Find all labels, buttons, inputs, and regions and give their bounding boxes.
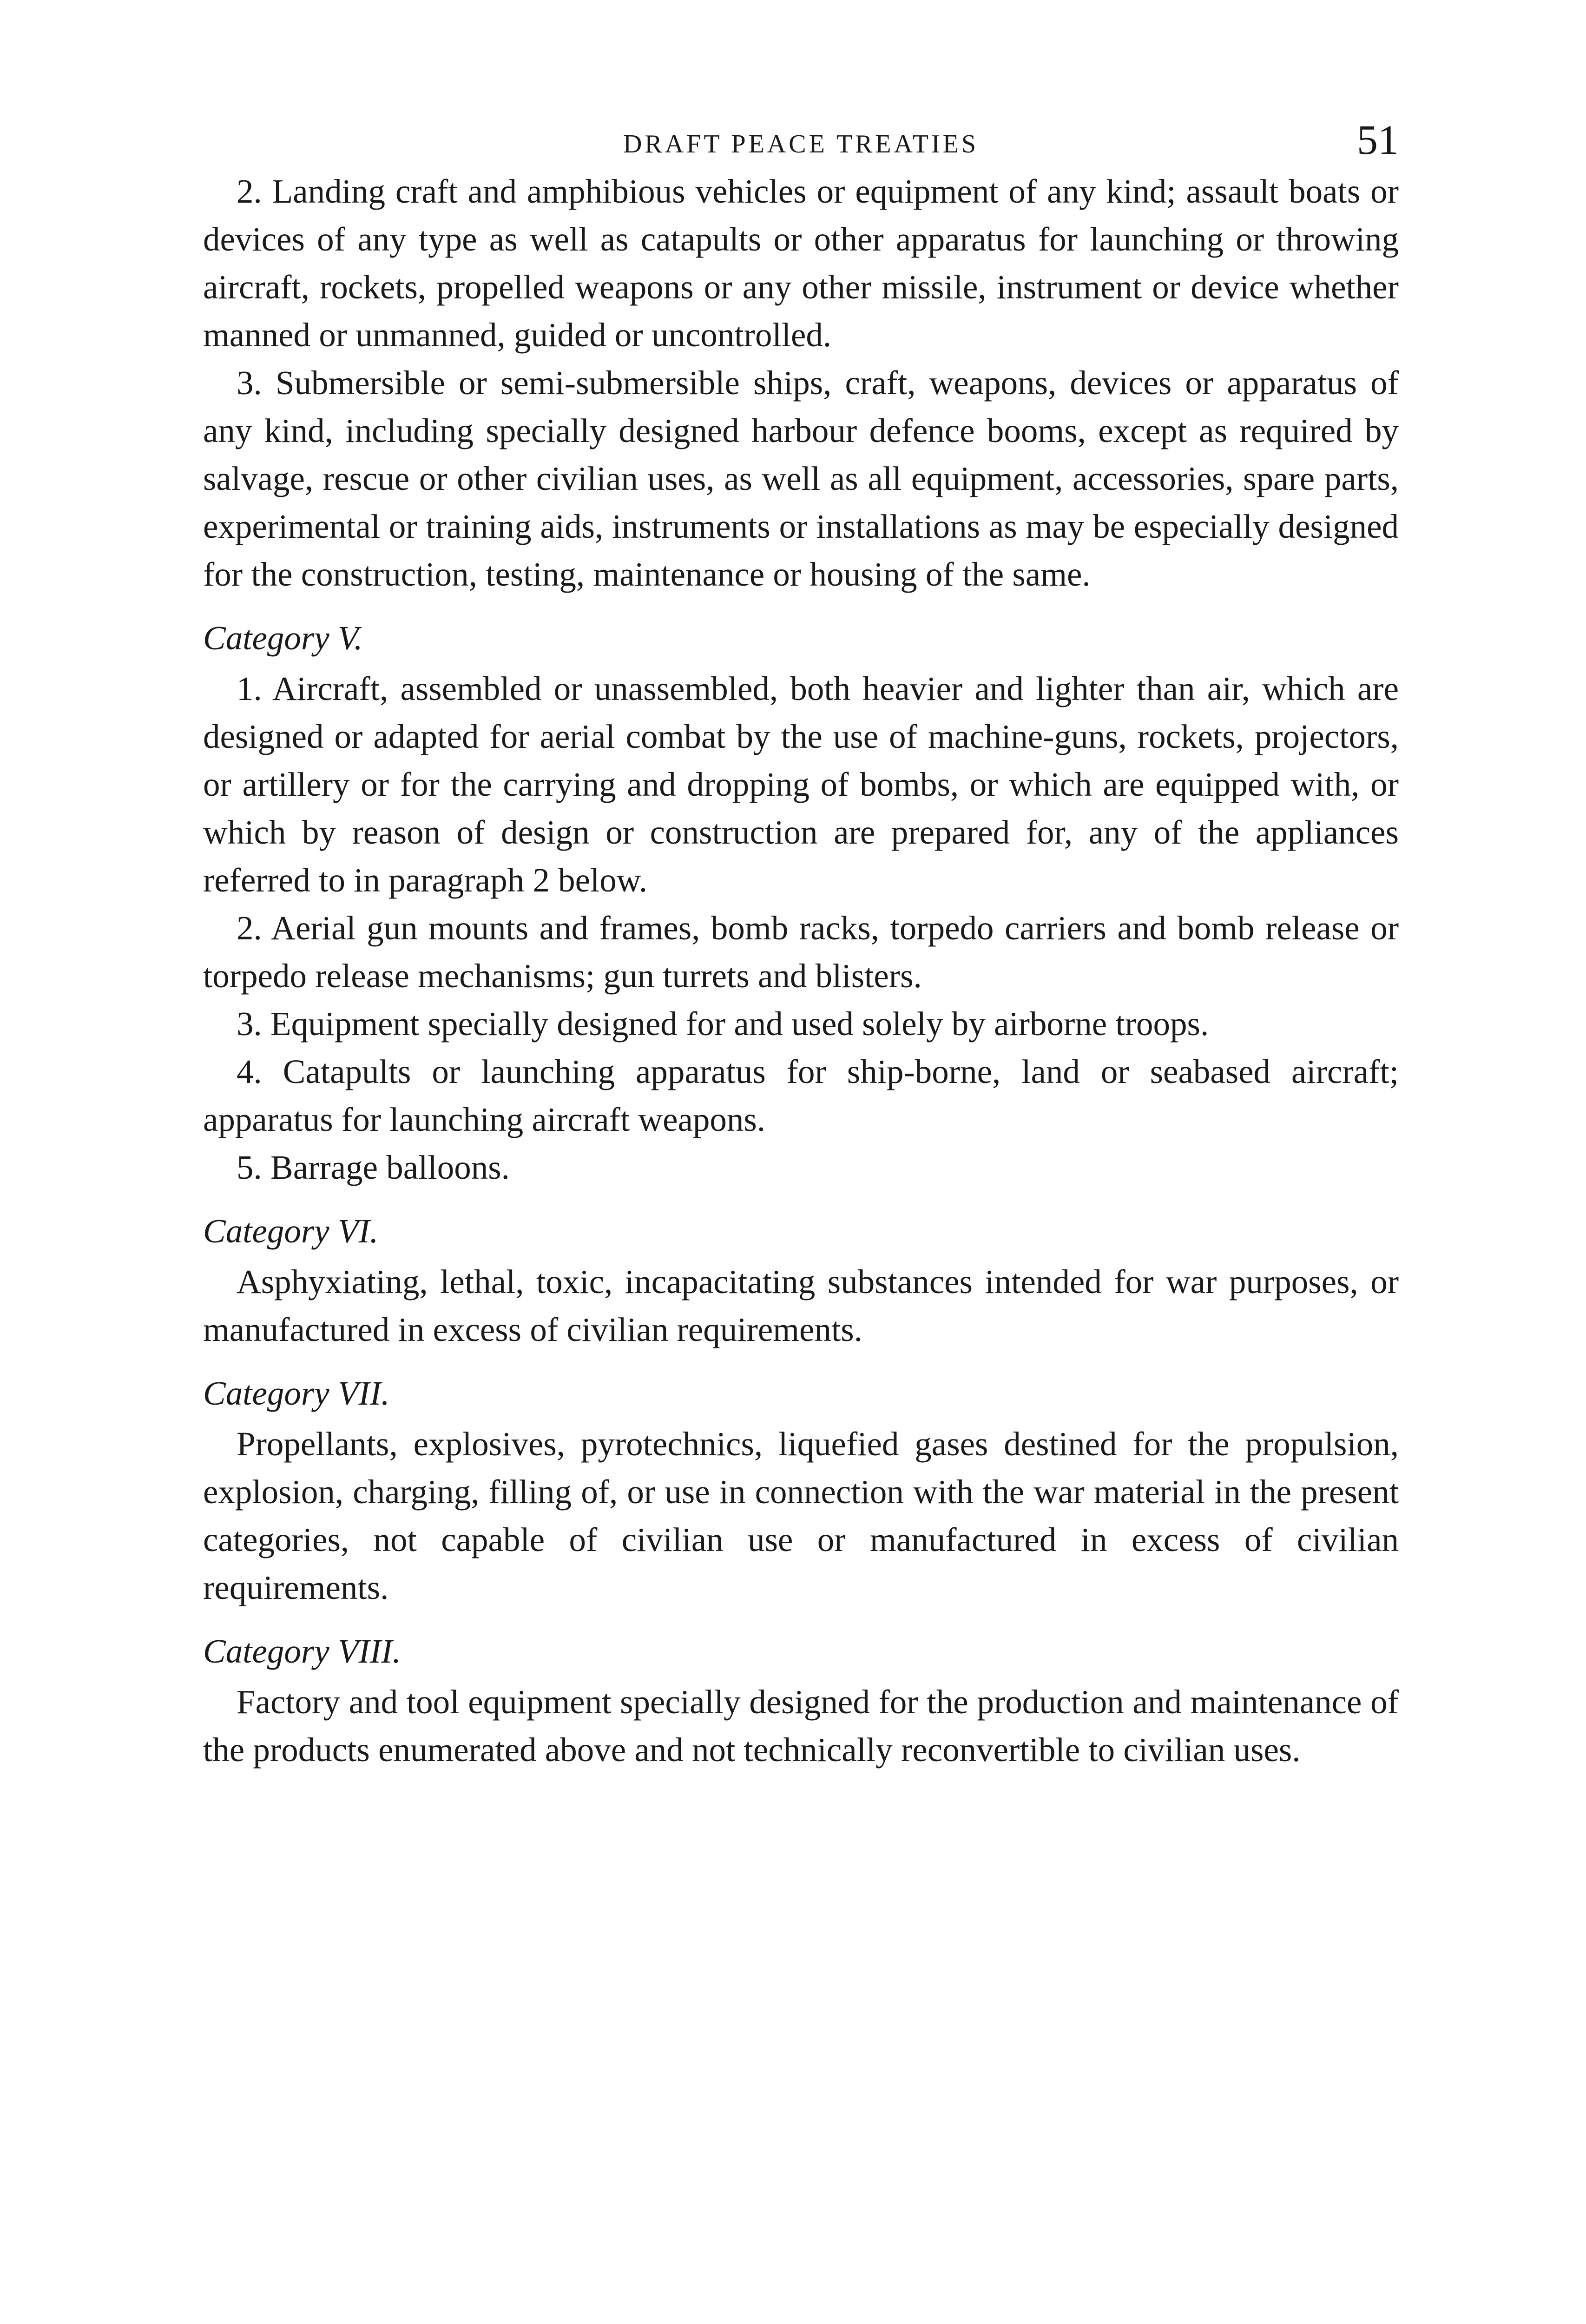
category-vi-heading: Category VI. — [203, 1212, 379, 1250]
paragraph-aerial-gun-mounts: 2. Aerial gun mounts and frames, bomb racks, torpedo carriers and bomb release or torpedo release mechanisms; gun turrets and blisters. — [203, 909, 1399, 995]
paragraph-airborne-equipment: 3. Equipment specially designed for and used solely by airborne troops. — [237, 1005, 1209, 1043]
paragraph-aircraft: 1. Aircraft, assembled or unassembled, both heavier and lighter than air, which are designed or adapted for aerial combat by the use of machine-guns, rockets, projectors, or artillery or for the carrying and dropping of bombs, or which are equipped with, or which by reason of design or construction are prepared for, any of the appliances referred to in paragraph 2 below. — [203, 670, 1399, 899]
running-head — [203, 116, 1399, 167]
paragraph-submersible-ships: 3. Submersible or semi-submersible ships, craft, weapons, devices or apparatus of any kind, including specially designed harbour defence booms, except as required by salvage, rescue or other civilian uses, as well as all equipment, accessories, spare parts, experimental or training aids, instruments or installations as may be especially designed for the construction, testing, maintenance or housing of the same. — [203, 364, 1399, 593]
page — [203, 116, 1399, 1774]
paragraph-asphyxiating-substances: Asphyxiating, lethal, toxic, incapacitating substances intended for war purposes, or manufactured in excess of civilian requirements. — [203, 1263, 1399, 1348]
paragraph-catapults: 4. Catapults or launching apparatus for ship-borne, land or seabased aircraft; apparatus for launching aircraft weapons. — [203, 1053, 1399, 1138]
page-number: 51 — [1357, 117, 1399, 163]
category-vii-heading: Category VII. — [203, 1374, 390, 1412]
paragraph-landing-craft: 2. Landing craft and amphibious vehicles or equipment of any kind; assault boats or devices of any type as well as catapults or other apparatus for launching or throwing aircraft, rockets, propelled weapons or any other missile, instrument or device whether manned or unmanned, guided or uncontrolled. — [203, 172, 1399, 354]
paragraph-factory-equipment: Factory and tool equipment specially designed for the production and maintenance of the products enumerated above and not technically reconvertible to civilian uses. — [203, 1683, 1399, 1769]
category-viii-heading: Category VIII. — [203, 1632, 401, 1670]
page-body — [203, 167, 1399, 1774]
paragraph-barrage-balloons: 5. Barrage balloons. — [237, 1149, 510, 1186]
category-v-heading: Category V. — [203, 619, 363, 657]
running-title: DRAFT PEACE TREATIES — [623, 130, 979, 158]
paragraph-propellants: Propellants, explosives, pyrotechnics, liquefied gases destined for the propulsion, explosion, charging, filling of, or use in connection with the war material in the present categories, not capable of civilian use or manufactured in excess of civilian requirements. — [203, 1425, 1399, 1606]
